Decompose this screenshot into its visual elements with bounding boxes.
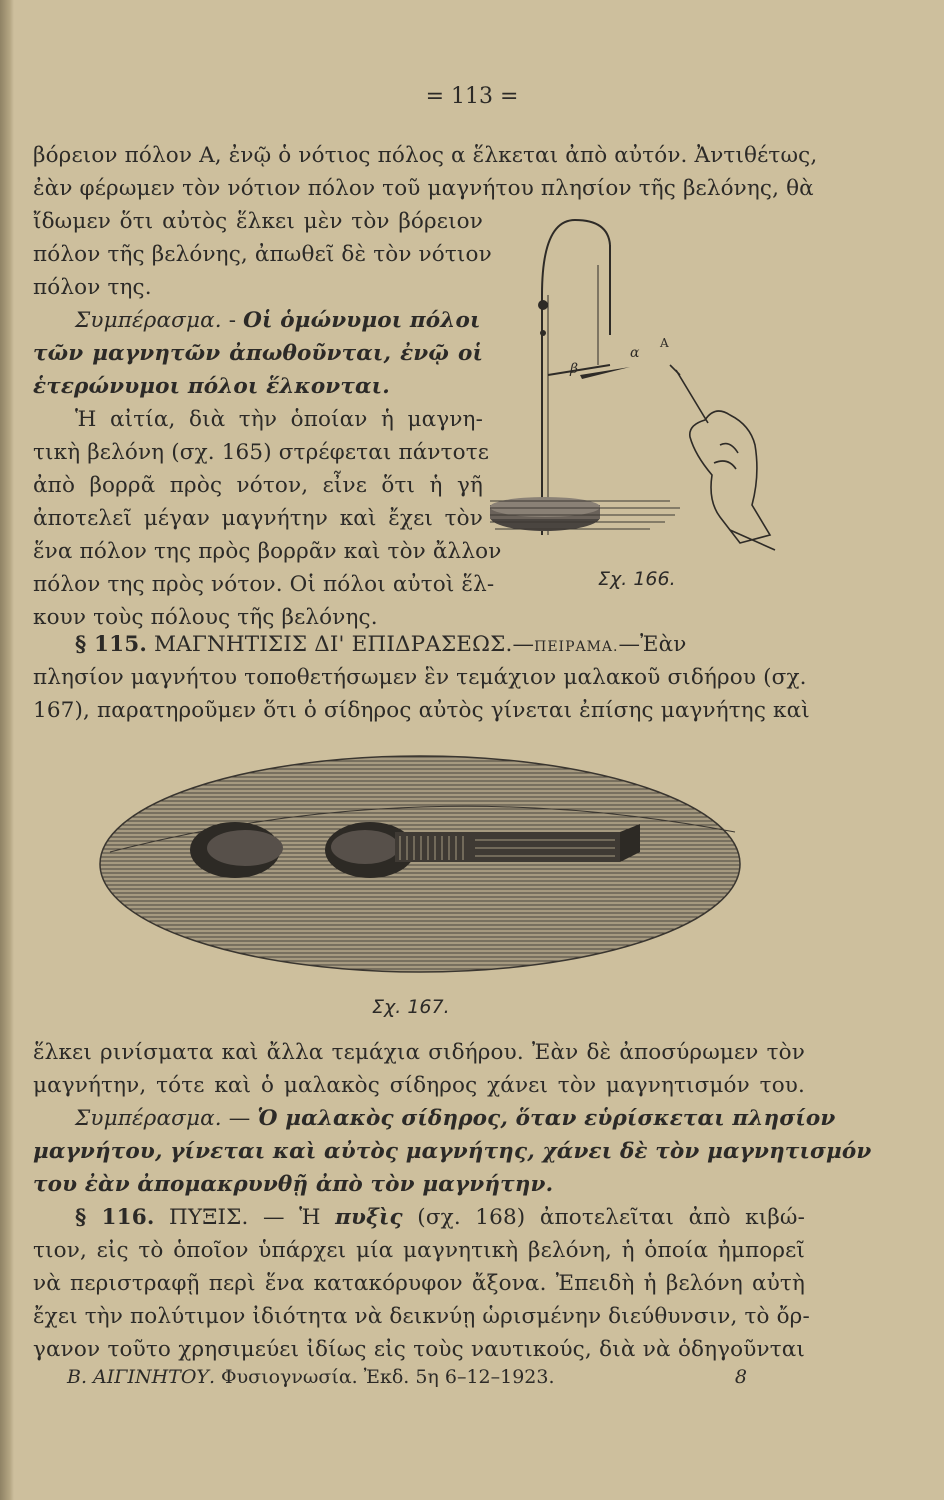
text-line: πόλον της. (33, 275, 152, 300)
footer-author: Β. ΑΙΓΙΝΗΤΟΥ. (67, 1366, 215, 1388)
text-line: ἀποτελεῖ μέγαν μαγνήτην καὶ ἔχει τὸν (33, 506, 483, 531)
figure-166-label-b: β (570, 361, 579, 377)
conclusion-text: Οἱ ὁμώνυμοι πόλοι (243, 308, 481, 333)
section-title: ΜΑΓΝΗΤΙΣΙΣ ΔΙ' ΕΠΙΔΡΑΣΕΩΣ. (153, 632, 513, 657)
text-line: πόλον τῆς βελόνης, ἀπωθεῖ δὲ τὸν νότιον (33, 242, 492, 267)
conclusion-text: ἑτερώνυμοι πόλοι ἕλκονται. (33, 374, 390, 399)
section-number: § 115. (75, 632, 147, 657)
conclusion-text: τῶν μαγνητῶν ἀπωθοῦνται, ἐνῷ οἱ (33, 341, 483, 366)
text-line: ἐὰν φέρωμεν τὸν νότιον πόλον τοῦ μαγνήτου πλησίον τῆς βελόνης, θὰ (33, 176, 814, 201)
conclusion-text: Ὁ μαλακὸς σίδηρος, ὅταν εὑρίσκεται πλησίον (257, 1106, 836, 1131)
figure-166-label-A: Α (660, 336, 669, 350)
section-number: § 116. (75, 1205, 155, 1230)
conclusion-text: του ἐὰν ἀπομακρυνθῇ ἀπὸ τὸν μαγνήτην. (33, 1172, 554, 1197)
text-line: πόλον της πρὸς νότον. Οἱ πόλοι αὐτοὶ ἕλ- (33, 572, 495, 597)
figure-167-caption: Σχ. 167. (372, 996, 450, 1018)
conclusion-text: μαγνήτου, γίνεται καὶ αὐτὸς μαγνήτης, χάνει δὲ τὸν μαγνητισμόν (33, 1139, 872, 1164)
conclusion-label: Συμπέρασμα. (75, 308, 222, 333)
figure-166-caption: Σχ. 166. (598, 568, 676, 590)
section-116-heading (75, 1203, 805, 1233)
text-line: ἕνα πόλον της πρὸς βορρᾶν καὶ τὸν ἄλλον (33, 539, 502, 564)
text-line: τιον, εἰς τὸ ὁποῖον ὑπάρχει μία μαγνητικὴ βελόνη, ἡ ὁποία ἠμπορεῖ (33, 1238, 805, 1263)
section-title: ΠΥΞΙΣ. (169, 1205, 249, 1230)
figure-167-iron-filings (95, 752, 755, 977)
footer-text: Φυσιογνωσία. Ἐκδ. 5η 6–12–1923. (214, 1366, 555, 1388)
figure-166-magnet-stand (490, 205, 790, 565)
text-line: μαγνήτην, τότε καὶ ὁ μαλακὸς σίδηρος χάνει τὸν μαγνητισμόν του. (33, 1073, 805, 1098)
conclusion-label: Συμπέρασμα. (75, 1106, 222, 1131)
text-line: γανον τοῦτο χρησιμεύει ἰδίως εἰς τοὺς ναυτικούς, διὰ νὰ ὁδηγοῦνται (33, 1337, 805, 1362)
conclusion-line (75, 1104, 836, 1134)
page-number: = 113 = (425, 84, 519, 109)
conclusion-dash: - (221, 308, 244, 333)
text-line: πλησίον μαγνήτου τοποθετήσωμεν ἓν τεμάχιον μαλακοῦ σιδήρου (σχ. (33, 665, 807, 690)
text-line: ἴδωμεν ὅτι αὐτὸς ἕλκει μὲν τὸν βόρειον (33, 209, 483, 234)
conclusion-line (75, 306, 483, 336)
text-line: ἕλκει ρινίσματα καὶ ἄλλα τεμάχια σιδήρου. Ἐὰν δὲ ἀποσύρωμεν τὸν (33, 1040, 805, 1065)
section-dash: — Ἡ (248, 1205, 336, 1230)
text-line: ἔχει τὴν πολύτιμον ἰδιότητα νὰ δεικνύῃ ὡρισμένην διεύθυνσιν, τὸ ὄρ- (33, 1304, 810, 1329)
section-term: πυξὶς (335, 1205, 403, 1230)
text-line: Ἡ αἰτία, διὰ τὴν ὁποίαν ἡ μαγνη- (75, 407, 483, 432)
figure-166-label-a: α (630, 345, 640, 361)
section-dash: — (512, 632, 535, 657)
conclusion-dash: — (221, 1106, 258, 1131)
text-line: 167), παρατηροῦμεν ὅτι ὁ σίδηρος αὐτὸς γίνεται ἐπίσης μαγνήτης καὶ (33, 698, 810, 723)
text-line: τικὴ βελόνη (σχ. 165) στρέφεται πάντοτε (33, 440, 490, 465)
text-line: κουν τοὺς πόλους τῆς βελόνης. (33, 605, 378, 630)
text-line: ἀπὸ βορρᾶ πρὸς νότον, εἶνε ὅτι ἡ γῆ (33, 473, 483, 498)
text-line: νὰ περιστραφῇ περὶ ἕνα κατακόρυφον ἄξονα. Ἐπειδὴ ἡ βελόνη αὐτὴ (33, 1271, 805, 1296)
page-footer (67, 1366, 747, 1388)
section-text: (σχ. 168) ἀποτελεῖται ἀπὸ κιβώ- (402, 1205, 806, 1230)
text-line: βόρειον πόλον Α, ἐνῷ ὁ νότιος πόλος α ἕλκεται ἀπὸ αὐτόν. Ἀντιθέτως, (33, 143, 818, 168)
section-tag: ΠΕΙΡΑΜΑ. (534, 639, 619, 655)
section-115-heading (75, 630, 805, 662)
section-text: —Ἐὰν (618, 632, 687, 657)
footer-sheet-number: 8 (734, 1366, 747, 1388)
